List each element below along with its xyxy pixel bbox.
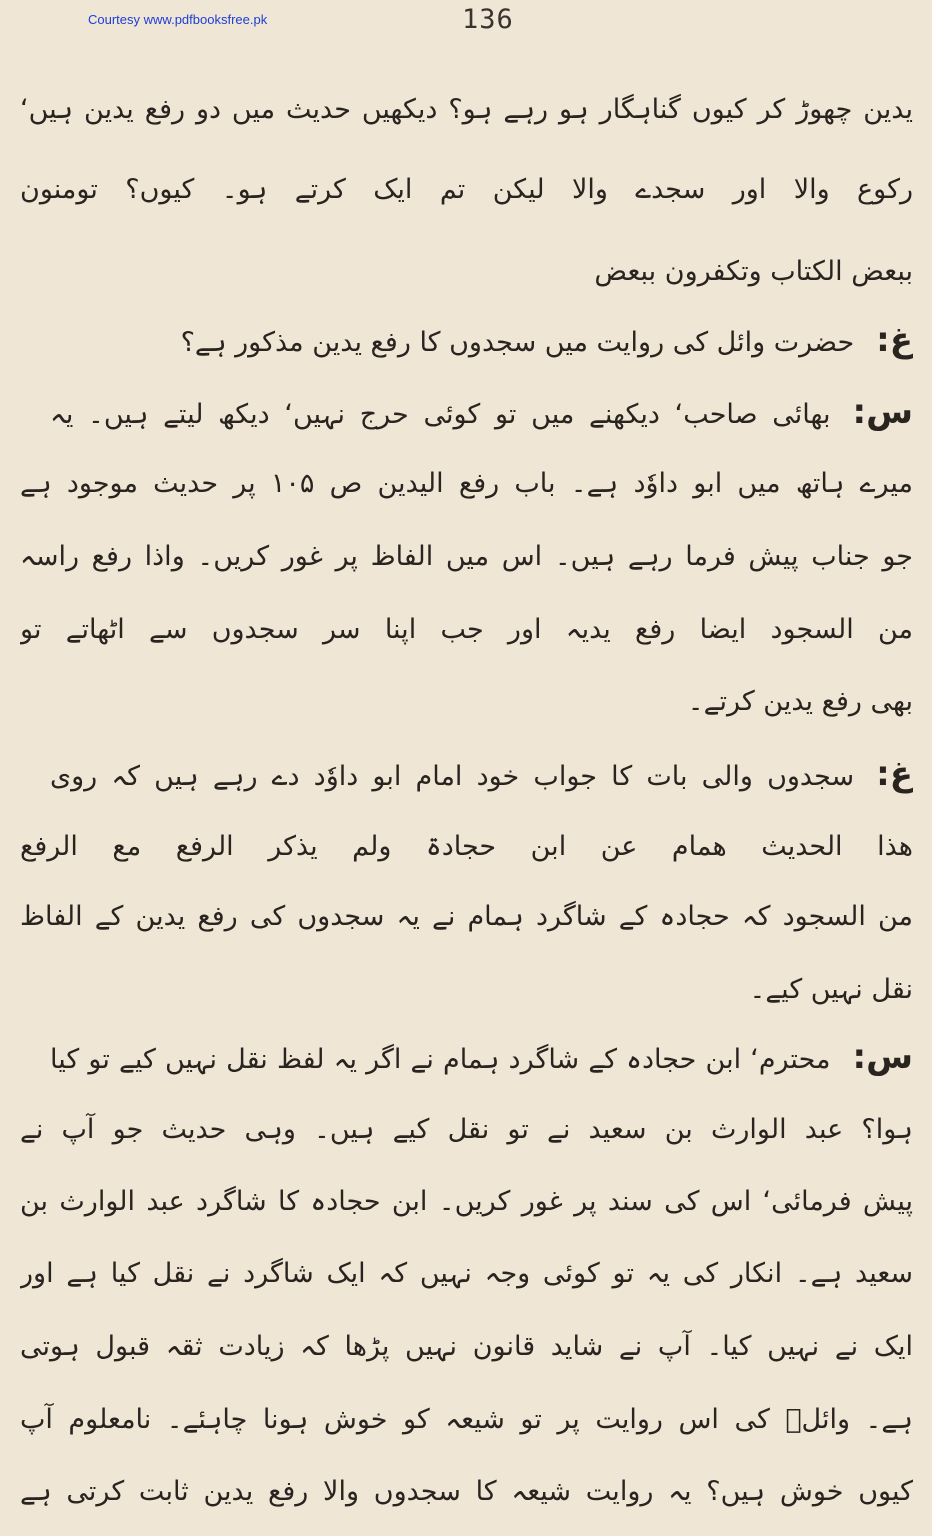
speaker-label: غ: <box>876 320 913 360</box>
text-line: رکوع والا اور سجدے والا لیکن تم ایک کرتے ہو۔ کیوں؟ تومنون <box>20 174 913 205</box>
text-line: سعید ہے۔ انکار کی یہ تو کوئی وجہ نہیں کہ ایک شاگرد نے نقل کیا ہے اور <box>20 1258 913 1289</box>
text-line: ایک نے نہیں کیا۔ آپ نے شاید قانون نہیں پڑھا کہ زیادت ثقہ قبول ہوتی <box>20 1331 913 1362</box>
text-line: من السجود ایضا رفع یدیہ اور جب اپنا سر سجدوں سے اٹھاتے تو <box>20 614 913 645</box>
text-line: بھی رفع یدین کرتے۔ <box>687 686 913 717</box>
speaker-label: س: <box>852 1037 913 1077</box>
text-line: ببعض الکتاب وتکفرون ببعض <box>594 256 913 287</box>
text-line: یدین چھوڑ کر کیوں گناہگار ہو رہے ہو؟ دیکھیں حدیث میں دو رفع یدین ہیں‘ <box>20 94 913 125</box>
page-number: 136 <box>462 4 514 35</box>
speaker-label: غ: <box>876 754 913 794</box>
text-line: پیش فرمائی‘ اس کی سند پر غور کریں۔ ابن حجادہ کا شاگرد عبد الوارث بن <box>20 1186 913 1217</box>
text-line: جو جناب پیش فرما رہے ہیں۔ اس میں الفاظ پر غور کریں۔ واذا رفع راسہ <box>20 541 913 572</box>
text-line: ہوا؟ عبد الوارث بن سعید نے تو نقل کیے ہیں۔ وہی حدیث جو آپ نے <box>20 1114 913 1145</box>
dialogue-line: س:بھائی صاحب‘ دیکھنے میں تو کوئی حرج نہیں‘ دیکھ لیتے ہیں۔ یہ <box>50 392 913 432</box>
text-line: میرے ہاتھ میں ابو داوٗد ہے۔ باب رفع الیدین ص ۱۰۵ پر حدیث موجود ہے <box>20 468 913 499</box>
text-line: کیوں خوش ہیں؟ یہ روایت شیعہ کا سجدوں والا رفع یدین ثابت کرتی ہے <box>20 1476 913 1507</box>
text-line: ھذا الحدیث ھمام عن ابن حجادۃ ولم یذکر الرفع مع الرفع <box>20 831 913 862</box>
text-line: نقل نہیں کیے۔ <box>749 974 913 1005</box>
text-line: من السجود کہ حجادہ کے شاگرد ہمام نے یہ سجدوں کی رفع یدین کے الفاظ <box>20 901 913 932</box>
courtesy-watermark: Courtesy www.pdfbooksfree.pk <box>88 12 268 27</box>
speaker-label: س: <box>852 392 913 432</box>
dialogue-line: س:محترم‘ ابن حجادہ کے شاگرد ہمام نے اگر یہ لفظ نقل نہیں کیے تو کیا <box>50 1037 913 1077</box>
dialogue-line: غ:حضرت وائل کی روایت میں سجدوں کا رفع یدین مذکور ہے؟ <box>180 320 913 360</box>
dialogue-line: غ:سجدوں والی بات کا جواب خود امام ابو داوٗد دے رہے ہیں کہ روی <box>50 754 913 794</box>
text-line: ہے۔ وائلؓ کی اس روایت پر تو شیعہ کو خوش ہونا چاہئے۔ نامعلوم آپ <box>20 1404 913 1435</box>
